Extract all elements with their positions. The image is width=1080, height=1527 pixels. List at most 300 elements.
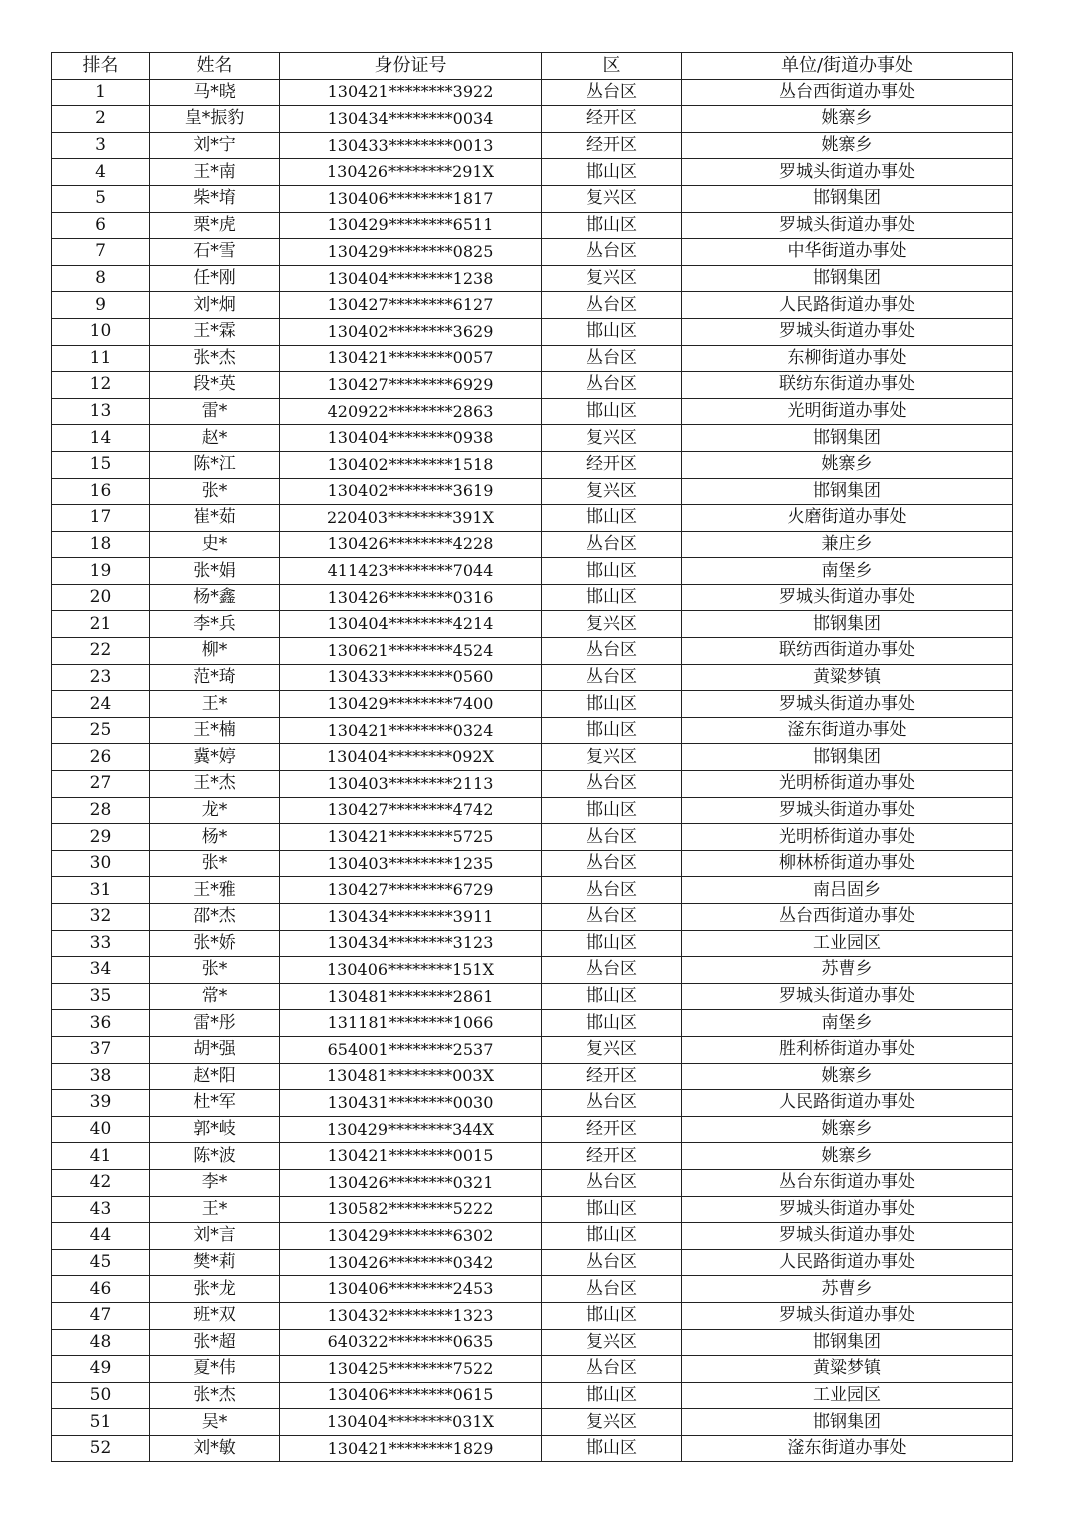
cell-unit: 苏曹乡 (682, 957, 1013, 984)
table-body (52, 79, 1013, 1462)
cell-name: 刘*炯 (150, 292, 280, 319)
header-district: 区 (542, 53, 682, 80)
cell-unit: 姚寨乡 (682, 451, 1013, 478)
cell-district: 邯山区 (542, 1382, 682, 1409)
cell-name: 王*霖 (150, 318, 280, 345)
cell-id-number: 130421********5725 (280, 824, 542, 851)
cell-id-number: 130406********1817 (280, 185, 542, 212)
table-row (52, 398, 1013, 425)
cell-unit: 罗城头街道办事处 (682, 797, 1013, 824)
table-row (52, 451, 1013, 478)
cell-name: 陈*江 (150, 451, 280, 478)
cell-district: 复兴区 (542, 1409, 682, 1436)
cell-name: 张* (150, 478, 280, 505)
cell-unit: 南堡乡 (682, 1010, 1013, 1037)
cell-unit: 罗城头街道办事处 (682, 1223, 1013, 1250)
cell-rank: 32 (52, 904, 150, 931)
cell-name: 龙* (150, 797, 280, 824)
cell-district: 丛台区 (542, 904, 682, 931)
table-row (52, 797, 1013, 824)
table-row (52, 744, 1013, 771)
cell-unit: 柳林桥街道办事处 (682, 850, 1013, 877)
table-row (52, 1196, 1013, 1223)
table-row (52, 1302, 1013, 1329)
cell-district: 邯山区 (542, 318, 682, 345)
cell-id-number: 130403********2113 (280, 771, 542, 798)
cell-id-number: 130582********5222 (280, 1196, 542, 1223)
cell-district: 邯山区 (542, 558, 682, 585)
cell-district: 丛台区 (542, 345, 682, 372)
cell-rank: 26 (52, 744, 150, 771)
cell-unit: 丛台东街道办事处 (682, 1169, 1013, 1196)
cell-rank: 12 (52, 372, 150, 399)
cell-id-number: 130434********3911 (280, 904, 542, 931)
cell-district: 邯山区 (542, 1302, 682, 1329)
cell-unit: 邯钢集团 (682, 265, 1013, 292)
cell-unit: 南堡乡 (682, 558, 1013, 585)
cell-district: 丛台区 (542, 1356, 682, 1383)
table-row (52, 159, 1013, 186)
cell-rank: 1 (52, 79, 150, 106)
cell-id-number: 130433********0013 (280, 132, 542, 159)
table-row (52, 584, 1013, 611)
cell-unit: 联纺西街道办事处 (682, 638, 1013, 665)
cell-id-number: 130434********3123 (280, 930, 542, 957)
table-row (52, 1090, 1013, 1117)
cell-district: 丛台区 (542, 292, 682, 319)
cell-name: 马*晓 (150, 79, 280, 106)
cell-name: 邵*杰 (150, 904, 280, 931)
table-row (52, 611, 1013, 638)
cell-rank: 29 (52, 824, 150, 851)
cell-unit: 罗城头街道办事处 (682, 983, 1013, 1010)
header-rank: 排名 (52, 53, 150, 80)
cell-district: 丛台区 (542, 1090, 682, 1117)
cell-unit: 联纺东街道办事处 (682, 372, 1013, 399)
table-row (52, 425, 1013, 452)
cell-unit: 胜利桥街道办事处 (682, 1036, 1013, 1063)
table-row (52, 771, 1013, 798)
table-row (52, 132, 1013, 159)
cell-name: 范*琦 (150, 664, 280, 691)
cell-district: 邯山区 (542, 1196, 682, 1223)
cell-id-number: 130432********1323 (280, 1302, 542, 1329)
cell-district: 复兴区 (542, 185, 682, 212)
cell-rank: 50 (52, 1382, 150, 1409)
cell-name: 雷*彤 (150, 1010, 280, 1037)
cell-district: 丛台区 (542, 79, 682, 106)
cell-district: 邯山区 (542, 691, 682, 718)
table-row (52, 691, 1013, 718)
cell-unit: 姚寨乡 (682, 1063, 1013, 1090)
cell-district: 丛台区 (542, 1249, 682, 1276)
cell-name: 史* (150, 531, 280, 558)
cell-name: 王* (150, 1196, 280, 1223)
table-row (52, 717, 1013, 744)
cell-rank: 51 (52, 1409, 150, 1436)
cell-district: 复兴区 (542, 425, 682, 452)
cell-id-number: 130427********4742 (280, 797, 542, 824)
cell-unit: 姚寨乡 (682, 132, 1013, 159)
cell-unit: 兼庄乡 (682, 531, 1013, 558)
header-id-number: 身份证号 (280, 53, 542, 80)
cell-district: 丛台区 (542, 638, 682, 665)
table-row (52, 345, 1013, 372)
cell-id-number: 130421********3922 (280, 79, 542, 106)
cell-name: 张*超 (150, 1329, 280, 1356)
cell-id-number: 130621********4524 (280, 638, 542, 665)
table-row (52, 531, 1013, 558)
cell-district: 邯山区 (542, 930, 682, 957)
cell-unit: 光明桥街道办事处 (682, 824, 1013, 851)
table-row (52, 505, 1013, 532)
cell-id-number: 130429********6511 (280, 212, 542, 239)
cell-name: 张*娇 (150, 930, 280, 957)
cell-rank: 11 (52, 345, 150, 372)
cell-rank: 21 (52, 611, 150, 638)
header-name: 姓名 (150, 53, 280, 80)
cell-district: 经开区 (542, 451, 682, 478)
cell-unit: 丛台西街道办事处 (682, 79, 1013, 106)
cell-name: 张*杰 (150, 1382, 280, 1409)
cell-id-number: 130404********092X (280, 744, 542, 771)
cell-rank: 9 (52, 292, 150, 319)
cell-name: 任*刚 (150, 265, 280, 292)
table-row (52, 904, 1013, 931)
cell-id-number: 130426********0316 (280, 584, 542, 611)
cell-rank: 5 (52, 185, 150, 212)
cell-district: 丛台区 (542, 957, 682, 984)
table-row (52, 1116, 1013, 1143)
cell-unit: 东柳街道办事处 (682, 345, 1013, 372)
cell-rank: 25 (52, 717, 150, 744)
cell-rank: 38 (52, 1063, 150, 1090)
cell-rank: 13 (52, 398, 150, 425)
cell-id-number: 130429********344X (280, 1116, 542, 1143)
cell-name: 王*南 (150, 159, 280, 186)
cell-unit: 中华街道办事处 (682, 239, 1013, 266)
cell-name: 雷* (150, 398, 280, 425)
cell-id-number: 130427********6929 (280, 372, 542, 399)
header-unit: 单位/街道办事处 (682, 53, 1013, 80)
table-row (52, 1329, 1013, 1356)
cell-district: 复兴区 (542, 478, 682, 505)
cell-name: 杜*军 (150, 1090, 280, 1117)
cell-id-number: 130426********0321 (280, 1169, 542, 1196)
cell-district: 复兴区 (542, 265, 682, 292)
table-row (52, 1382, 1013, 1409)
cell-id-number: 130426********0342 (280, 1249, 542, 1276)
cell-unit: 光明街道办事处 (682, 398, 1013, 425)
cell-unit: 丛台西街道办事处 (682, 904, 1013, 931)
cell-unit: 罗城头街道办事处 (682, 1196, 1013, 1223)
table-row (52, 877, 1013, 904)
cell-name: 李* (150, 1169, 280, 1196)
cell-id-number: 130481********2861 (280, 983, 542, 1010)
table-row (52, 1063, 1013, 1090)
cell-name: 王* (150, 691, 280, 718)
cell-name: 王*杰 (150, 771, 280, 798)
cell-name: 夏*伟 (150, 1356, 280, 1383)
cell-unit: 人民路街道办事处 (682, 1249, 1013, 1276)
cell-id-number: 411423********7044 (280, 558, 542, 585)
table-row (52, 930, 1013, 957)
cell-name: 郭*岐 (150, 1116, 280, 1143)
cell-unit: 人民路街道办事处 (682, 292, 1013, 319)
table-row (52, 106, 1013, 133)
table-row (52, 1409, 1013, 1436)
cell-unit: 黄粱梦镇 (682, 1356, 1013, 1383)
cell-district: 丛台区 (542, 877, 682, 904)
cell-district: 邯山区 (542, 1435, 682, 1462)
table-row (52, 1143, 1013, 1170)
cell-name: 刘*言 (150, 1223, 280, 1250)
cell-name: 刘*宁 (150, 132, 280, 159)
cell-district: 丛台区 (542, 850, 682, 877)
cell-id-number: 130403********1235 (280, 850, 542, 877)
cell-unit: 苏曹乡 (682, 1276, 1013, 1303)
cell-id-number: 130421********1829 (280, 1435, 542, 1462)
cell-rank: 15 (52, 451, 150, 478)
cell-id-number: 654001********2537 (280, 1036, 542, 1063)
cell-rank: 44 (52, 1223, 150, 1250)
cell-rank: 37 (52, 1036, 150, 1063)
cell-id-number: 130421********0015 (280, 1143, 542, 1170)
cell-name: 张* (150, 957, 280, 984)
table-row (52, 983, 1013, 1010)
cell-id-number: 130425********7522 (280, 1356, 542, 1383)
table-row (52, 824, 1013, 851)
cell-id-number: 130434********0034 (280, 106, 542, 133)
cell-rank: 16 (52, 478, 150, 505)
cell-name: 班*双 (150, 1302, 280, 1329)
table-row (52, 1276, 1013, 1303)
table-row (52, 185, 1013, 212)
cell-district: 丛台区 (542, 1169, 682, 1196)
cell-unit: 罗城头街道办事处 (682, 159, 1013, 186)
cell-id-number: 130429********0825 (280, 239, 542, 266)
cell-district: 邯山区 (542, 1223, 682, 1250)
cell-district: 丛台区 (542, 531, 682, 558)
table-row (52, 372, 1013, 399)
cell-rank: 27 (52, 771, 150, 798)
cell-unit: 滏东街道办事处 (682, 1435, 1013, 1462)
cell-name: 杨*鑫 (150, 584, 280, 611)
cell-id-number: 130402********3619 (280, 478, 542, 505)
cell-district: 经开区 (542, 132, 682, 159)
table-row (52, 1435, 1013, 1462)
cell-district: 经开区 (542, 1063, 682, 1090)
cell-rank: 19 (52, 558, 150, 585)
cell-name: 刘*敏 (150, 1435, 280, 1462)
cell-name: 张*龙 (150, 1276, 280, 1303)
cell-name: 段*英 (150, 372, 280, 399)
cell-id-number: 130406********0615 (280, 1382, 542, 1409)
table-row (52, 664, 1013, 691)
cell-rank: 39 (52, 1090, 150, 1117)
table-row (52, 1169, 1013, 1196)
cell-rank: 7 (52, 239, 150, 266)
cell-name: 赵*阳 (150, 1063, 280, 1090)
cell-unit: 邯钢集团 (682, 611, 1013, 638)
cell-rank: 43 (52, 1196, 150, 1223)
cell-id-number: 130402********1518 (280, 451, 542, 478)
cell-unit: 罗城头街道办事处 (682, 584, 1013, 611)
cell-unit: 工业园区 (682, 930, 1013, 957)
cell-id-number: 130427********6729 (280, 877, 542, 904)
cell-district: 丛台区 (542, 1276, 682, 1303)
cell-rank: 23 (52, 664, 150, 691)
cell-rank: 33 (52, 930, 150, 957)
ranking-table (51, 52, 1013, 1462)
cell-unit: 火磨街道办事处 (682, 505, 1013, 532)
cell-name: 张* (150, 850, 280, 877)
cell-name: 石*雪 (150, 239, 280, 266)
cell-district: 丛台区 (542, 824, 682, 851)
cell-rank: 42 (52, 1169, 150, 1196)
cell-name: 常* (150, 983, 280, 1010)
cell-rank: 47 (52, 1302, 150, 1329)
cell-district: 邯山区 (542, 1010, 682, 1037)
cell-district: 丛台区 (542, 664, 682, 691)
cell-rank: 28 (52, 797, 150, 824)
cell-rank: 52 (52, 1435, 150, 1462)
cell-name: 吴* (150, 1409, 280, 1436)
cell-id-number: 220403********391X (280, 505, 542, 532)
table-row (52, 318, 1013, 345)
cell-unit: 南吕固乡 (682, 877, 1013, 904)
table-row (52, 957, 1013, 984)
cell-unit: 姚寨乡 (682, 106, 1013, 133)
cell-district: 复兴区 (542, 744, 682, 771)
cell-name: 樊*莉 (150, 1249, 280, 1276)
cell-district: 邯山区 (542, 584, 682, 611)
cell-id-number: 130404********1238 (280, 265, 542, 292)
table-row (52, 212, 1013, 239)
cell-rank: 18 (52, 531, 150, 558)
table-row (52, 79, 1013, 106)
table-row (52, 638, 1013, 665)
cell-name: 柳* (150, 638, 280, 665)
cell-name: 陈*波 (150, 1143, 280, 1170)
cell-district: 复兴区 (542, 1329, 682, 1356)
cell-rank: 46 (52, 1276, 150, 1303)
cell-unit: 罗城头街道办事处 (682, 318, 1013, 345)
cell-name: 崔*茹 (150, 505, 280, 532)
cell-rank: 2 (52, 106, 150, 133)
table-row (52, 1223, 1013, 1250)
cell-name: 张*娟 (150, 558, 280, 585)
cell-district: 邯山区 (542, 983, 682, 1010)
cell-district: 经开区 (542, 106, 682, 133)
cell-unit: 邯钢集团 (682, 744, 1013, 771)
cell-rank: 17 (52, 505, 150, 532)
cell-rank: 4 (52, 159, 150, 186)
cell-rank: 31 (52, 877, 150, 904)
cell-unit: 姚寨乡 (682, 1143, 1013, 1170)
cell-unit: 姚寨乡 (682, 1116, 1013, 1143)
cell-id-number: 130421********0057 (280, 345, 542, 372)
cell-name: 柴*堉 (150, 185, 280, 212)
cell-id-number: 130426********4228 (280, 531, 542, 558)
cell-rank: 14 (52, 425, 150, 452)
table-row (52, 1010, 1013, 1037)
cell-id-number: 130406********151X (280, 957, 542, 984)
cell-name: 栗*虎 (150, 212, 280, 239)
table-row (52, 292, 1013, 319)
table-row (52, 478, 1013, 505)
table-row (52, 1356, 1013, 1383)
cell-name: 赵* (150, 425, 280, 452)
cell-unit: 工业园区 (682, 1382, 1013, 1409)
cell-unit: 罗城头街道办事处 (682, 1302, 1013, 1329)
cell-id-number: 130402********3629 (280, 318, 542, 345)
cell-name: 王*楠 (150, 717, 280, 744)
cell-id-number: 130406********2453 (280, 1276, 542, 1303)
cell-district: 邯山区 (542, 717, 682, 744)
cell-rank: 48 (52, 1329, 150, 1356)
header-row (52, 53, 1013, 80)
cell-district: 经开区 (542, 1143, 682, 1170)
cell-rank: 36 (52, 1010, 150, 1037)
cell-id-number: 130429********6302 (280, 1223, 542, 1250)
cell-unit: 滏东街道办事处 (682, 717, 1013, 744)
cell-id-number: 131181********1066 (280, 1010, 542, 1037)
cell-unit: 罗城头街道办事处 (682, 212, 1013, 239)
cell-name: 皇*振豹 (150, 106, 280, 133)
cell-unit: 邯钢集团 (682, 1329, 1013, 1356)
cell-name: 杨* (150, 824, 280, 851)
cell-district: 丛台区 (542, 372, 682, 399)
cell-district: 邯山区 (542, 398, 682, 425)
cell-unit: 邯钢集团 (682, 425, 1013, 452)
cell-unit: 邯钢集团 (682, 1409, 1013, 1436)
cell-unit: 邯钢集团 (682, 185, 1013, 212)
cell-id-number: 130426********291X (280, 159, 542, 186)
cell-district: 丛台区 (542, 771, 682, 798)
cell-id-number: 130431********0030 (280, 1090, 542, 1117)
cell-unit: 光明桥街道办事处 (682, 771, 1013, 798)
cell-rank: 3 (52, 132, 150, 159)
table-row (52, 1249, 1013, 1276)
cell-id-number: 130421********0324 (280, 717, 542, 744)
cell-id-number: 130433********0560 (280, 664, 542, 691)
cell-district: 邯山区 (542, 212, 682, 239)
cell-rank: 6 (52, 212, 150, 239)
cell-district: 邯山区 (542, 797, 682, 824)
cell-unit: 人民路街道办事处 (682, 1090, 1013, 1117)
cell-id-number: 130404********031X (280, 1409, 542, 1436)
cell-rank: 8 (52, 265, 150, 292)
cell-unit: 罗城头街道办事处 (682, 691, 1013, 718)
cell-rank: 40 (52, 1116, 150, 1143)
cell-rank: 22 (52, 638, 150, 665)
cell-name: 胡*强 (150, 1036, 280, 1063)
cell-rank: 30 (52, 850, 150, 877)
cell-district: 复兴区 (542, 611, 682, 638)
table-row (52, 1036, 1013, 1063)
cell-rank: 49 (52, 1356, 150, 1383)
cell-name: 李*兵 (150, 611, 280, 638)
cell-name: 王*雅 (150, 877, 280, 904)
cell-id-number: 640322********0635 (280, 1329, 542, 1356)
cell-rank: 41 (52, 1143, 150, 1170)
cell-id-number: 130429********7400 (280, 691, 542, 718)
table-row (52, 239, 1013, 266)
table-row (52, 558, 1013, 585)
cell-district: 邯山区 (542, 159, 682, 186)
cell-district: 丛台区 (542, 239, 682, 266)
